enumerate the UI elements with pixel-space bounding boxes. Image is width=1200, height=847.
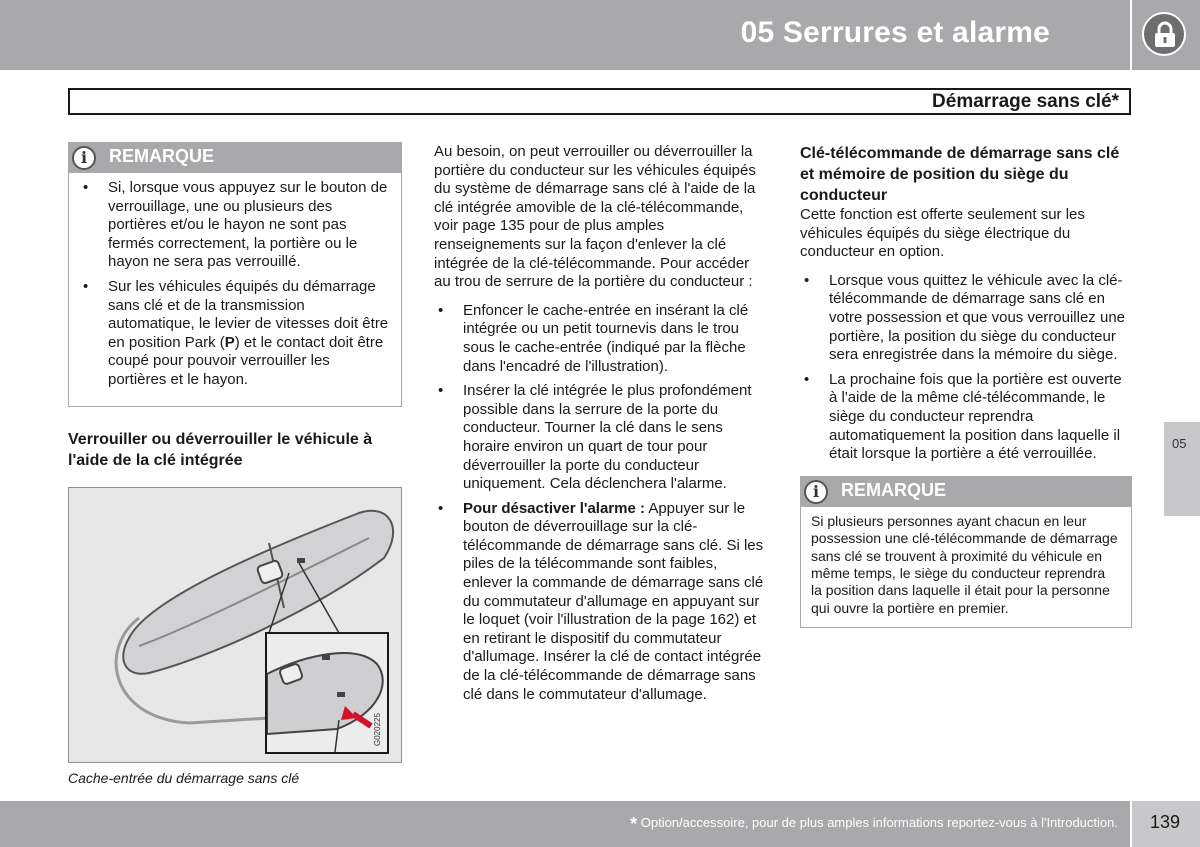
note-item: • Sur les véhicules équipés du démarrage sans clé et de la transmission automatique, le levier de vitesses doit être en position Park (P) et le contact doit être coupé pour pouvoir verrouiller les portières et le hayon.: [79, 278, 389, 390]
info-icon: i: [72, 146, 96, 170]
chapter-side-tab: [1164, 422, 1200, 516]
note-body: Si plusieurs personnes ayant chacun en leur possession une clé-télécommande de démarrage sans clé se trouvent à proximité du véhicule en même temps, le siège du conducteur reprendra la position dans laquelle il était pour la personne qui ouvre la portière en premier.: [811, 512, 1118, 616]
lock-icon: [1142, 12, 1186, 56]
note-box: [68, 142, 402, 407]
column-left: [68, 142, 402, 787]
footnote: [630, 814, 1118, 835]
note-box: [800, 476, 1132, 628]
page-number: 139: [1150, 812, 1181, 832]
illustration-caption: Cache-entrée du démarrage sans clé: [68, 769, 300, 786]
procedure-item-lead: Pour désactiver l'alarme :: [463, 499, 645, 517]
procedure-item: • Insérer la clé intégrée le plus profondément possible dans la serrure de la porte du conducteur. Tourner la clé dans le sens horaire environ un quart de tour pour déverrouiller la porte du conducteur uniquement. Cela déclenchera l'alarme.: [434, 382, 766, 494]
note-label: REMARQUE: [109, 146, 215, 166]
intro-paragraph: Au besoin, on peut verrouiller ou déverrouiller la portière du conducteur sur les véhicules équipés du système de démarrage sans clé à l'aide de la clé intégrée amovible de la clé-télécommande, voir page 135 pour de plus amples renseignements sur la façon d'enlever la clé intégrée de la clé-télécommande. Pour accéder au trou de serrure de la portière du conducteur :: [434, 143, 756, 291]
column-right: [800, 143, 1132, 628]
column-middle: [434, 143, 766, 710]
procedure-item: • Pour désactiver l'alarme : Appuyer sur le bouton de déverrouillage sur la clé-télécommande de démarrage sans clé. Si les piles de la télécommande sont faibles, enlever la commande de démarrage sans clé du commutateur d'allumage en appuyant sur le loquet (voir l'illustration de la page 162) et en retirant le dispositif du commutateur d'allumage. Insérer la clé de contact intégrée de la clé-télécommande de démarrage sans clé dans le commutateur d'allumage.: [434, 500, 766, 705]
note-item: • Si, lorsque vous appuyez sur le bouton de verrouillage, une ou plusieurs des portières et/ou le hayon ne sont pas fermés correctement, la portière ou le hayon ne sera pas verrouillé.: [79, 179, 389, 272]
intro-paragraph: Cette fonction est offerte seulement sur les véhicules équipés du siège électrique du conducteur en option.: [800, 206, 1085, 261]
procedure-item: • Enfoncer le cache-entrée en insérant la clé intégrée ou un petit tournevis dans le trou sous le cache-entrée (indiqué par la flèche dans l'encadré de l'illustration).: [434, 302, 766, 376]
feature-list: [800, 272, 1132, 464]
footnote-asterisk: *: [630, 814, 638, 834]
chapter-tab-label: 05: [1172, 436, 1187, 451]
illustration-code: G020225: [373, 712, 382, 746]
chapter-header-band: [0, 0, 1130, 70]
note-label: REMARQUE: [841, 479, 947, 500]
chapter-title: 05 Serrures et alarme: [740, 16, 1050, 49]
procedure-list: [434, 302, 766, 704]
section-heading: Clé-télécommande de démarrage sans clé et mémoire de position du siège du conducteur: [800, 145, 1120, 204]
note-list: [79, 179, 389, 390]
door-handle-illustration: [68, 487, 402, 763]
feature-item: • Lorsque vous quittez le véhicule avec la clé-télécommande de démarrage sans clé en votre possession et que vous verrouillez une portière, la position du siège du conducteur sera enregistrée dans la mémoire du siège.: [800, 272, 1132, 365]
info-icon: i: [804, 480, 828, 504]
section-title-bar: [68, 88, 1131, 115]
section-title: Démarrage sans clé*: [932, 91, 1119, 112]
note-body: [69, 173, 401, 406]
section-heading: Verrouiller ou déverrouiller le véhicule à l'aide de la clé intégrée: [68, 430, 373, 469]
footnote-text: Option/accessoire, pour de plus amples informations reportez-vous à l'Introduction.: [640, 815, 1118, 830]
note-header: [801, 477, 1131, 507]
feature-item: • La prochaine fois que la portière est ouverte à l'aide de la même clé-télécommande, le siège du conducteur reprendra automatiquement la position dans laquelle il était lorsque la portière a été verrouillée.: [800, 371, 1132, 464]
note-header: [69, 143, 401, 173]
